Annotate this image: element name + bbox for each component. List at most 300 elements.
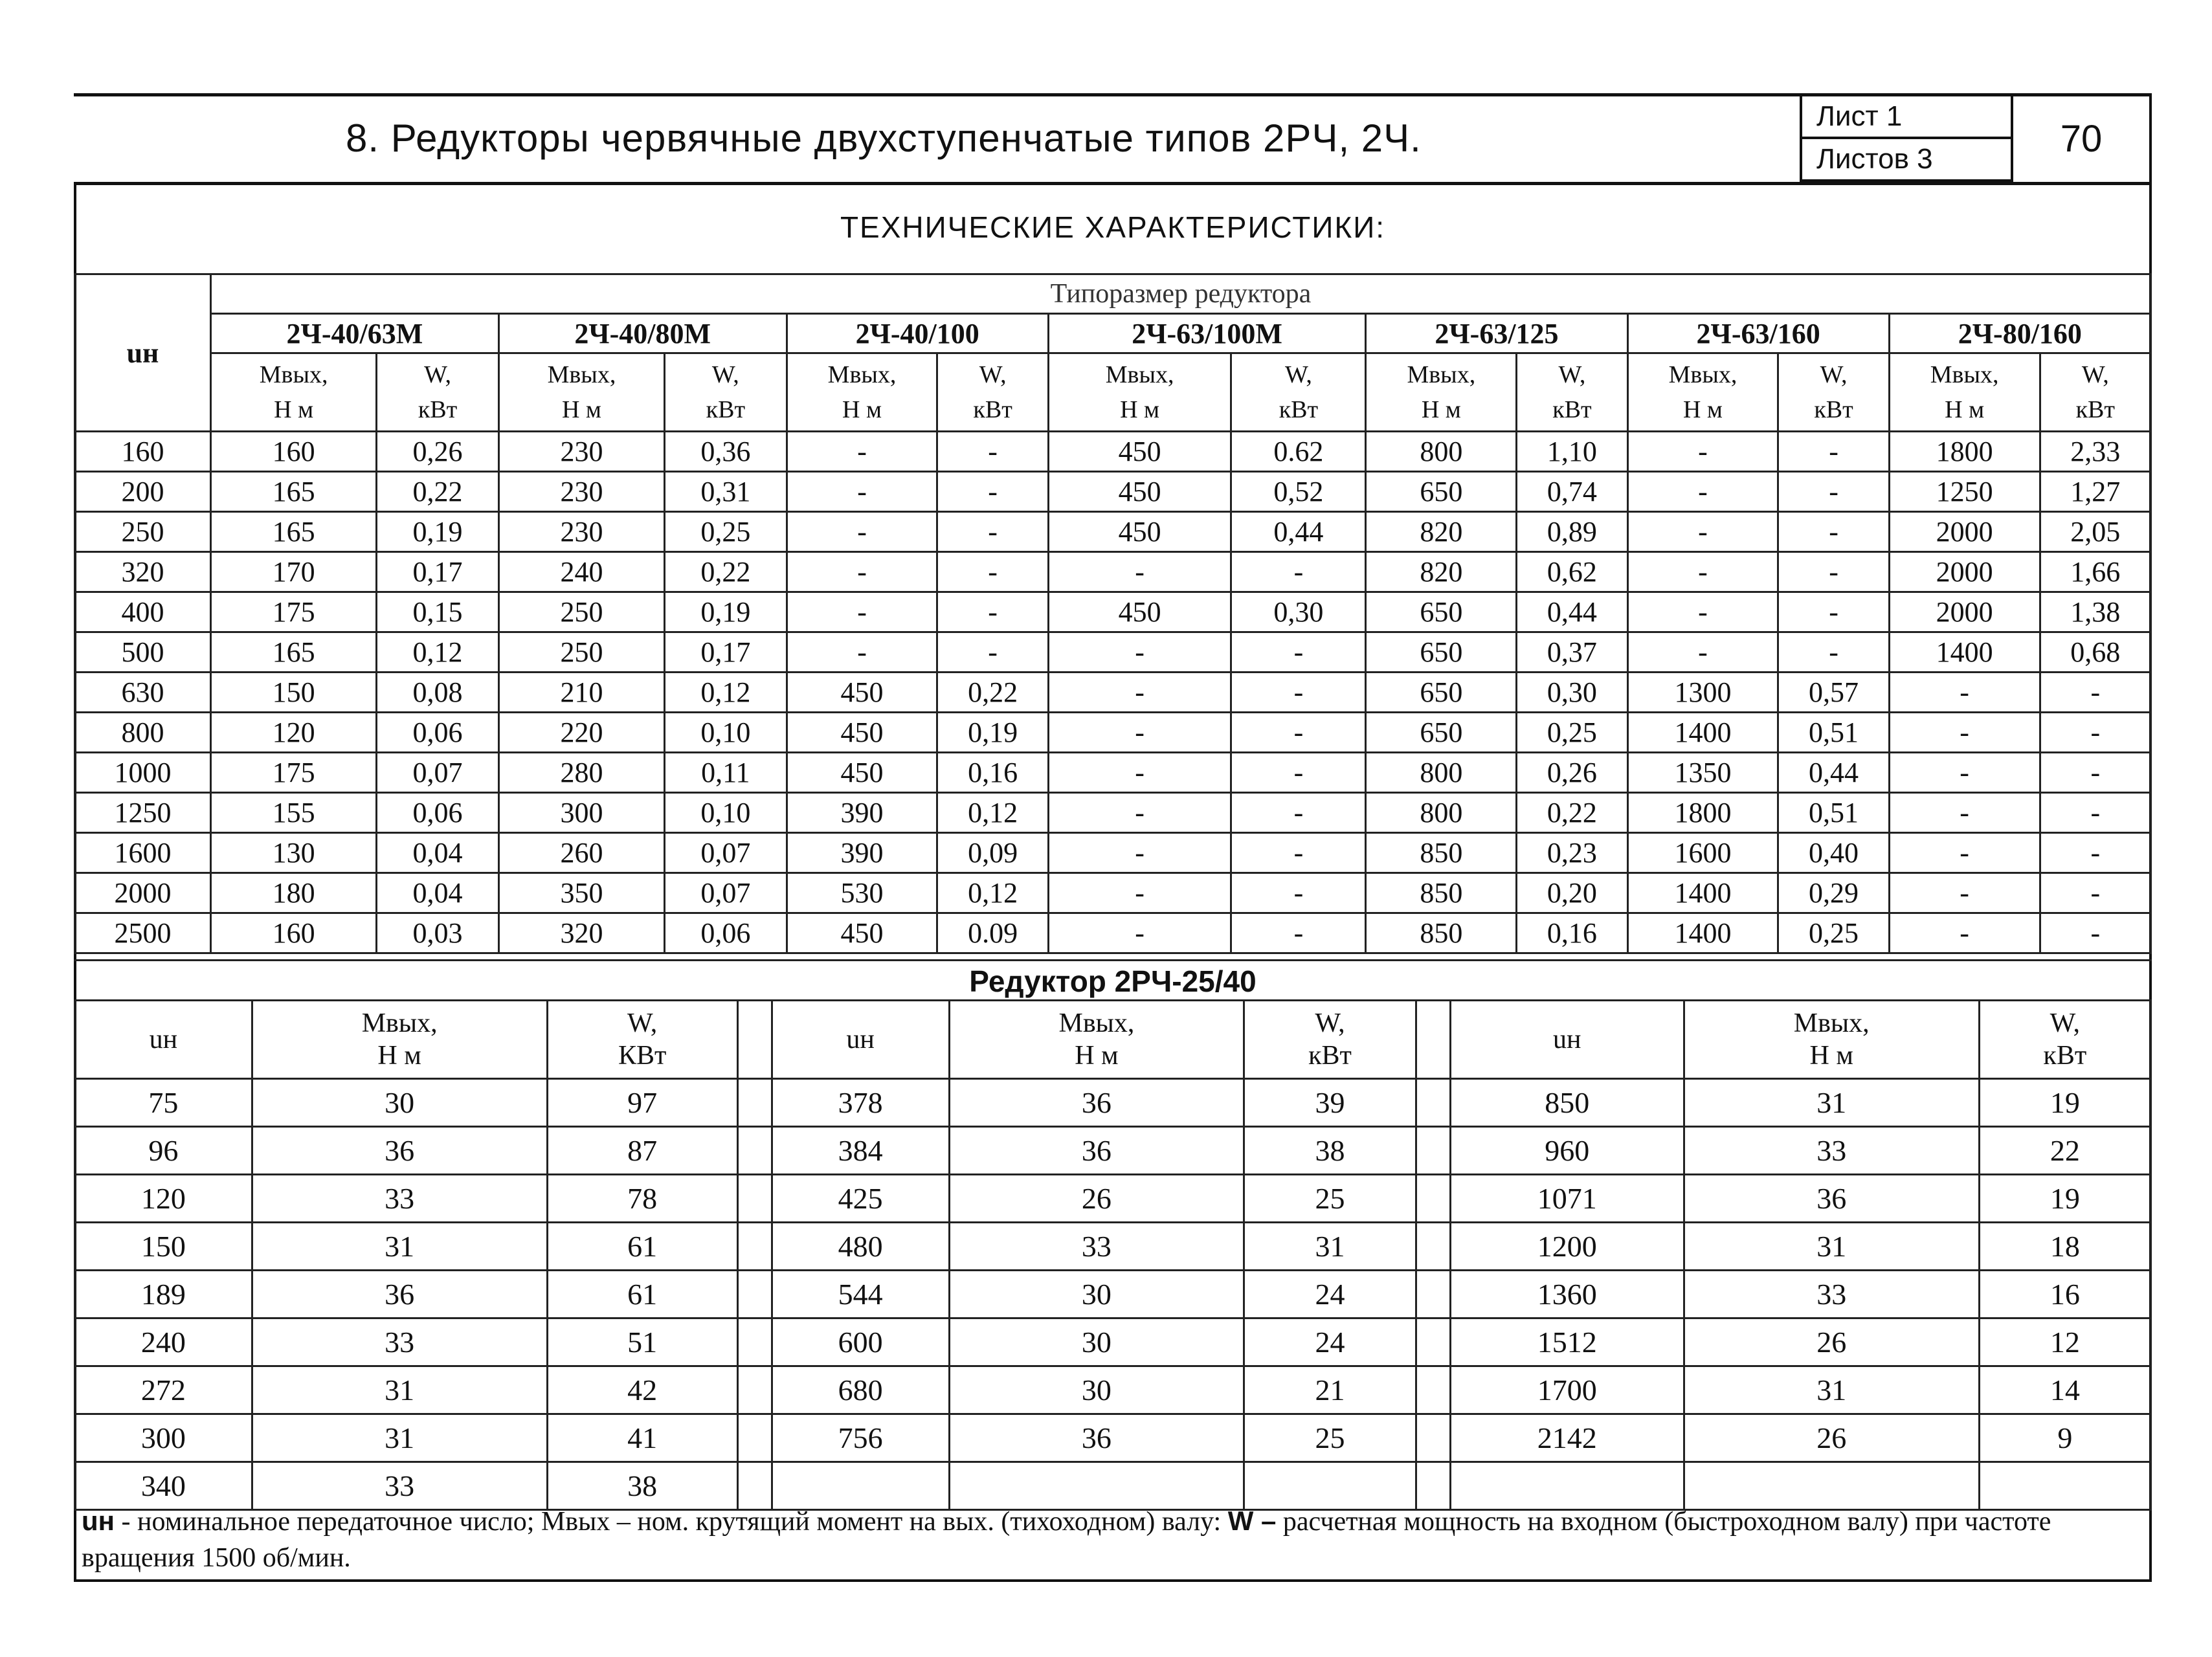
value-cell: 300: [498, 793, 664, 833]
value-cell: 36: [949, 1414, 1244, 1462]
value-cell: 1250: [1889, 472, 2040, 512]
value-cell: -: [1048, 873, 1231, 913]
value-cell: 544: [772, 1271, 949, 1318]
value-cell: 36: [949, 1079, 1244, 1127]
value-cell: -: [937, 432, 1048, 472]
value-cell: 1350: [1627, 753, 1778, 793]
value-cell: -: [1231, 793, 1366, 833]
un-header: uн: [1450, 1001, 1684, 1079]
value-cell: 36: [252, 1271, 547, 1318]
torque-unit: Н м: [1809, 1041, 1853, 1071]
value-cell: 1400: [1627, 713, 1778, 753]
value-cell: 450: [1048, 592, 1231, 632]
value-cell: 1300: [1627, 673, 1778, 713]
value-cell: 0,04: [377, 873, 499, 913]
value-cell: 1,38: [2040, 592, 2151, 632]
value-cell: 0,09: [937, 833, 1048, 873]
torque-header: [1627, 353, 1778, 432]
gap-cell: [1416, 1079, 1450, 1127]
value-cell: -: [1627, 592, 1778, 632]
ratio-cell: 1000: [75, 753, 211, 793]
value-cell: 31: [252, 1366, 547, 1414]
value-cell: 0,52: [1231, 472, 1366, 512]
value-cell: 480: [772, 1223, 949, 1271]
value-cell: 2000: [1889, 512, 2040, 552]
torque-unit: Н м: [1682, 396, 1723, 423]
power-unit: КВт: [618, 1041, 667, 1071]
table-row: [75, 592, 2151, 632]
power-header: [2040, 353, 2151, 432]
value-cell: 189: [75, 1271, 252, 1318]
value-cell: 0,19: [937, 713, 1048, 753]
model-header: 2Ч-63/125: [1366, 314, 1627, 353]
value-cell: 61: [547, 1271, 737, 1318]
value-cell: -: [937, 512, 1048, 552]
value-cell: 230: [498, 512, 664, 552]
table-row: [75, 1366, 2151, 1414]
value-cell: -: [1048, 713, 1231, 753]
value-cell: -: [2040, 833, 2151, 873]
value-cell: 31: [1244, 1223, 1416, 1271]
torque-label: Mвых,: [1058, 1008, 1135, 1038]
value-cell: 1071: [1450, 1175, 1684, 1223]
torque-unit: Н м: [1421, 396, 1461, 423]
value-cell: 1800: [1889, 432, 2040, 472]
value-cell: 120: [75, 1175, 252, 1223]
value-cell: 0,19: [665, 592, 787, 632]
value-cell: 0,25: [1778, 913, 1889, 953]
model-header: 2Ч-40/63М: [211, 314, 499, 353]
table-row: [75, 1127, 2151, 1175]
value-cell: 450: [1048, 472, 1231, 512]
value-cell: 0,07: [377, 753, 499, 793]
value-cell: 33: [252, 1462, 547, 1510]
power-header: [937, 353, 1048, 432]
value-cell: 220: [498, 713, 664, 753]
value-cell: 390: [787, 833, 937, 873]
value-cell: -: [937, 472, 1048, 512]
value-cell: 165: [211, 472, 377, 512]
ratio-cell: 2000: [75, 873, 211, 913]
gap-cell: [737, 1271, 772, 1318]
gap-cell: [737, 1366, 772, 1414]
value-cell: 36: [252, 1127, 547, 1175]
torque-unit: Н м: [1945, 396, 1985, 423]
value-cell: 39: [1244, 1079, 1416, 1127]
value-cell: 230: [498, 472, 664, 512]
page-number: 70: [2013, 96, 2152, 182]
torque-header: [498, 353, 664, 432]
note-un-symbol: uн: [82, 1506, 115, 1536]
table-row: [75, 873, 2151, 913]
value-cell: -: [1627, 552, 1778, 592]
power-unit: кВт: [1308, 1041, 1352, 1071]
value-cell: 25: [1244, 1175, 1416, 1223]
value-cell: 800: [1366, 793, 1517, 833]
power-label: W,: [1558, 361, 1586, 388]
value-cell: -: [1889, 753, 2040, 793]
value-cell: -: [1627, 472, 1778, 512]
value-cell: 0,10: [665, 793, 787, 833]
value-cell: 450: [787, 713, 937, 753]
gap-cell: [1416, 1271, 1450, 1318]
value-cell: 1400: [1627, 913, 1778, 953]
value-cell: 0,31: [665, 472, 787, 512]
value-cell: 450: [787, 913, 937, 953]
value-cell: 120: [211, 713, 377, 753]
power-unit: кВт: [2075, 396, 2115, 423]
gap-cell: [737, 1127, 772, 1175]
value-cell: 650: [1366, 713, 1517, 753]
value-cell: -: [937, 592, 1048, 632]
value-cell: 36: [949, 1127, 1244, 1175]
sheet-label: Лист 1: [1802, 96, 2011, 139]
model-caption: Типоразмер редуктора: [211, 274, 2151, 314]
value-cell: -: [1231, 673, 1366, 713]
value-cell: -: [1231, 753, 1366, 793]
value-cell: 31: [252, 1414, 547, 1462]
value-cell: 24: [1244, 1271, 1416, 1318]
gap-cell: [1416, 1175, 1450, 1223]
table-row: [75, 1318, 2151, 1366]
value-cell: 850: [1366, 873, 1517, 913]
torque-label: Mвых,: [1930, 361, 1999, 388]
value-cell: 26: [1684, 1414, 1979, 1462]
value-cell: 38: [1244, 1127, 1416, 1175]
torque-label: Mвых,: [361, 1008, 438, 1038]
value-cell: 38: [547, 1462, 737, 1510]
value-cell: 960: [1450, 1127, 1684, 1175]
value-cell: 530: [787, 873, 937, 913]
value-cell: 0,25: [665, 512, 787, 552]
value-cell: 0,17: [665, 632, 787, 673]
value-cell: 0,06: [377, 713, 499, 753]
value-cell: 0,23: [1517, 833, 1627, 873]
value-cell: 0,08: [377, 673, 499, 713]
table-row: [75, 632, 2151, 673]
power-header: [1231, 353, 1366, 432]
value-cell: 0,89: [1517, 512, 1627, 552]
value-cell: 25: [1244, 1414, 1416, 1462]
value-cell: -: [1231, 873, 1366, 913]
value-cell: -: [937, 632, 1048, 673]
value-cell: 0,22: [937, 673, 1048, 713]
value-cell: 450: [1048, 432, 1231, 472]
value-cell: 650: [1366, 632, 1517, 673]
value-cell: -: [787, 592, 937, 632]
value-cell: 350: [498, 873, 664, 913]
power-unit: кВт: [2043, 1041, 2087, 1071]
torque-unit: Н м: [377, 1041, 421, 1071]
value-cell: 0,57: [1778, 673, 1889, 713]
value-cell: 0,11: [665, 753, 787, 793]
torque-label: Mвых,: [827, 361, 897, 388]
value-cell: 2,33: [2040, 432, 2151, 472]
value-cell: 390: [787, 793, 937, 833]
torque-label: Mвых,: [1407, 361, 1476, 388]
value-cell: -: [2040, 873, 2151, 913]
value-cell: 320: [498, 913, 664, 953]
value-cell: 0,16: [937, 753, 1048, 793]
value-cell: -: [1231, 913, 1366, 953]
value-cell: 820: [1366, 552, 1517, 592]
value-cell: 31: [252, 1223, 547, 1271]
value-cell: 1512: [1450, 1318, 1684, 1366]
value-cell: 9: [1979, 1414, 2151, 1462]
value-cell: 600: [772, 1318, 949, 1366]
value-cell: 31: [1684, 1223, 1979, 1271]
torque-header: [1684, 1001, 1979, 1079]
value-cell: 650: [1366, 673, 1517, 713]
power-unit: кВт: [1552, 396, 1592, 423]
gap-cell: [737, 1001, 772, 1079]
ratio-cell: 2500: [75, 913, 211, 953]
value-cell: 130: [211, 833, 377, 873]
section-title: Редуктор 2РЧ-25/40: [74, 959, 2152, 999]
value-cell: 2000: [1889, 552, 2040, 592]
value-cell: 425: [772, 1175, 949, 1223]
table-row: [75, 1175, 2151, 1223]
value-cell: 26: [949, 1175, 1244, 1223]
value-cell: 0.62: [1231, 432, 1366, 472]
value-cell: 850: [1366, 833, 1517, 873]
value-cell: 340: [75, 1462, 252, 1510]
value-cell: 260: [498, 833, 664, 873]
ratio-cell: 1250: [75, 793, 211, 833]
value-cell: 0,12: [377, 632, 499, 673]
value-cell: 1600: [1627, 833, 1778, 873]
value-cell: -: [2040, 793, 2151, 833]
table-row: [75, 472, 2151, 512]
torque-label: Mвых,: [1668, 361, 1737, 388]
value-cell: 0,25: [1517, 713, 1627, 753]
power-header: [1244, 1001, 1416, 1079]
value-cell: 1700: [1450, 1366, 1684, 1414]
value-cell: 30: [949, 1271, 1244, 1318]
value-cell: 14: [1979, 1366, 2151, 1414]
power-header: [665, 353, 787, 432]
table-row: [75, 1223, 2151, 1271]
value-cell: -: [787, 552, 937, 592]
value-cell: 680: [772, 1366, 949, 1414]
value-cell: -: [1778, 592, 1889, 632]
value-cell: 0,16: [1517, 913, 1627, 953]
value-cell: -: [787, 512, 937, 552]
value-cell: 175: [211, 592, 377, 632]
value-cell: 0,06: [377, 793, 499, 833]
header-bar: [74, 93, 2152, 185]
value-cell: 0,51: [1778, 713, 1889, 753]
torque-unit: Н м: [561, 396, 601, 423]
value-cell: 300: [75, 1414, 252, 1462]
value-cell: -: [1889, 833, 2040, 873]
gap-cell: [1416, 1127, 1450, 1175]
value-cell: 1,66: [2040, 552, 2151, 592]
value-cell: 650: [1366, 592, 1517, 632]
gap-cell: [737, 1079, 772, 1127]
ratio-cell: 320: [75, 552, 211, 592]
table-row: [75, 552, 2151, 592]
value-cell: 230: [498, 432, 664, 472]
value-cell: 1360: [1450, 1271, 1684, 1318]
value-cell: 0,44: [1517, 592, 1627, 632]
ratio-cell: 400: [75, 592, 211, 632]
value-cell: 0,40: [1778, 833, 1889, 873]
value-cell: 0,12: [665, 673, 787, 713]
gap-cell: [737, 1414, 772, 1462]
value-cell: 0,30: [1517, 673, 1627, 713]
value-cell: 12: [1979, 1318, 2151, 1366]
value-cell: -: [1627, 632, 1778, 673]
value-cell: 36: [1684, 1175, 1979, 1223]
value-cell: 0,12: [937, 793, 1048, 833]
model-header: 2Ч-40/100: [787, 314, 1048, 353]
gap-cell: [1416, 1366, 1450, 1414]
gap-cell: [1416, 1318, 1450, 1366]
reducer-2rch-table: [74, 999, 2152, 1511]
value-cell: 33: [252, 1175, 547, 1223]
value-cell: 820: [1366, 512, 1517, 552]
value-cell: 33: [949, 1223, 1244, 1271]
value-cell: 0,10: [665, 713, 787, 753]
value-cell: 450: [787, 753, 937, 793]
torque-header: [1889, 353, 2040, 432]
value-cell: 31: [1684, 1366, 1979, 1414]
value-cell: 240: [498, 552, 664, 592]
value-cell: 26: [1684, 1318, 1979, 1366]
value-cell: 30: [949, 1366, 1244, 1414]
model-header: 2Ч-40/80М: [498, 314, 787, 353]
value-cell: 0,44: [1778, 753, 1889, 793]
power-header: [1517, 353, 1627, 432]
value-cell: -: [1231, 632, 1366, 673]
value-cell: 41: [547, 1414, 737, 1462]
un-column-header: uн: [75, 274, 211, 432]
value-cell: 2000: [1889, 592, 2040, 632]
torque-label: Mвых,: [1105, 361, 1174, 388]
header-row: [75, 1001, 2151, 1079]
note-text-2: расчетная мощность на входном (быстроходном валу) при частоте вращения 1500 об/мин.: [82, 1507, 2051, 1573]
value-cell: -: [1048, 793, 1231, 833]
gap-cell: [737, 1175, 772, 1223]
value-cell: 210: [498, 673, 664, 713]
value-cell: 272: [75, 1366, 252, 1414]
gap-cell: [1416, 1001, 1450, 1079]
ratio-cell: 160: [75, 432, 211, 472]
power-unit: кВт: [1814, 396, 1853, 423]
value-cell: 0,22: [1517, 793, 1627, 833]
power-header: [377, 353, 499, 432]
value-cell: 160: [211, 432, 377, 472]
value-cell: 2,05: [2040, 512, 2151, 552]
power-label: W,: [711, 361, 739, 388]
model-header: 2Ч-63/100М: [1048, 314, 1366, 353]
value-cell: 33: [252, 1318, 547, 1366]
note-w-symbol: W –: [1227, 1506, 1277, 1536]
power-header: [547, 1001, 737, 1079]
specs-table: [74, 273, 2152, 954]
value-cell: -: [1889, 713, 2040, 753]
value-cell: 0,04: [377, 833, 499, 873]
torque-unit: Н м: [274, 396, 314, 423]
table-row: [75, 713, 2151, 753]
torque-unit: Н м: [1075, 1041, 1119, 1071]
value-cell: -: [2040, 713, 2151, 753]
value-cell: 165: [211, 632, 377, 673]
ratio-cell: 800: [75, 713, 211, 753]
value-cell: 180: [211, 873, 377, 913]
model-header: 2Ч-80/160: [1889, 314, 2151, 353]
torque-header: [949, 1001, 1244, 1079]
value-cell: 33: [1684, 1271, 1979, 1318]
value-cell: -: [787, 432, 937, 472]
value-cell: 0,36: [665, 432, 787, 472]
value-cell: 650: [1366, 472, 1517, 512]
value-cell: 0,07: [665, 833, 787, 873]
value-cell: 31: [1684, 1079, 1979, 1127]
value-cell: 0,37: [1517, 632, 1627, 673]
value-cell: 450: [787, 673, 937, 713]
value-cell: 19: [1979, 1175, 2151, 1223]
value-cell: 280: [498, 753, 664, 793]
value-cell: 384: [772, 1127, 949, 1175]
value-cell: -: [1778, 472, 1889, 512]
value-cell: 0,74: [1517, 472, 1627, 512]
value-cell: 30: [949, 1318, 1244, 1366]
power-unit: кВт: [1279, 396, 1319, 423]
table-row: [75, 1079, 2151, 1127]
gap-cell: [1416, 1414, 1450, 1462]
value-cell: 24: [1244, 1318, 1416, 1366]
value-cell: 0,22: [377, 472, 499, 512]
note-text-1: - номинальное передаточное число; Мвых – ном. крутящий момент на вых. (тихоходном) валу:: [115, 1507, 1228, 1537]
value-cell: 165: [211, 512, 377, 552]
value-cell: 800: [1366, 432, 1517, 472]
value-cell: 2142: [1450, 1414, 1684, 1462]
value-cell: -: [1889, 793, 2040, 833]
power-label: W,: [2050, 1008, 2080, 1038]
value-cell: 0,17: [377, 552, 499, 592]
model-header: 2Ч-63/160: [1627, 314, 1889, 353]
value-cell: 19: [1979, 1079, 2151, 1127]
torque-label: Mвых,: [259, 361, 328, 388]
un-header: uн: [772, 1001, 949, 1079]
value-cell: 756: [772, 1414, 949, 1462]
value-cell: 0,06: [665, 913, 787, 953]
power-label: W,: [424, 361, 451, 388]
value-cell: 378: [772, 1079, 949, 1127]
value-cell: 160: [211, 913, 377, 953]
value-cell: 30: [252, 1079, 547, 1127]
value-cell: 450: [1048, 512, 1231, 552]
value-cell: 0,20: [1517, 873, 1627, 913]
value-cell: 96: [75, 1127, 252, 1175]
value-cell: 18: [1979, 1223, 2151, 1271]
value-cell: -: [1627, 512, 1778, 552]
table-row: [75, 512, 2151, 552]
value-cell: -: [1048, 673, 1231, 713]
value-cell: -: [1048, 632, 1231, 673]
torque-header: [211, 353, 377, 432]
value-cell: 0,07: [665, 873, 787, 913]
value-cell: 0,22: [665, 552, 787, 592]
value-cell: 0.09: [937, 913, 1048, 953]
value-cell: 22: [1979, 1127, 2151, 1175]
page-title: 8. Редукторы червячные двухступенчатые типов 2РЧ, 2Ч.: [346, 117, 1422, 160]
value-cell: 0,30: [1231, 592, 1366, 632]
power-label: W,: [979, 361, 1007, 388]
value-cell: 33: [1684, 1127, 1979, 1175]
